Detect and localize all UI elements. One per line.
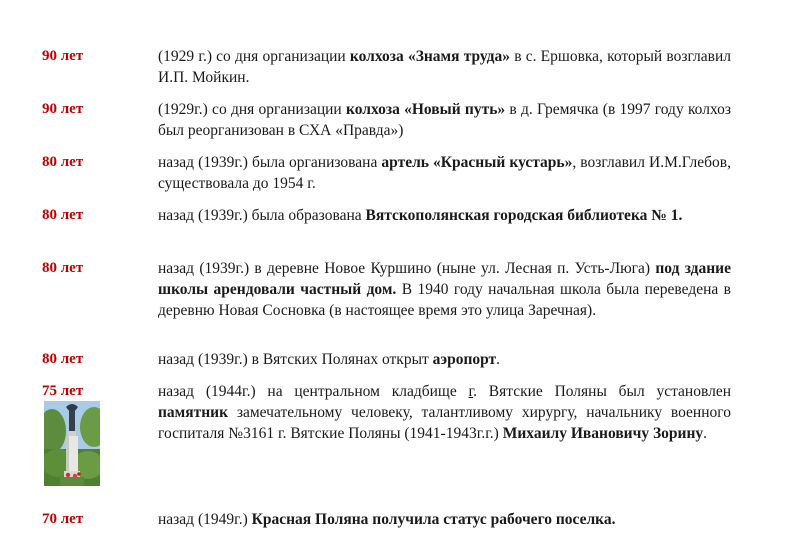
entry-years: 70 лет — [42, 511, 84, 527]
entry-text: (1929г.) со дня организации колхоза «Новый путь» в д. Гремячка (в 1997 году колхоз был реорганизован в СХА «Правда») — [158, 101, 731, 139]
entry-years: 90 лет — [42, 101, 84, 117]
entry-years: 80 лет — [42, 351, 84, 367]
entry-text: назад (1944г.) на центральном кладбище г. Вятские Поляны был установлен памятник замечательному человеку, талантливому хирургу, начальнику военного госпиталя №3161 г. Вятские Поляны (1941-1943г.г.) Михаилу Ивановичу Зорину. — [158, 383, 732, 442]
entry-years: 80 лет — [42, 207, 84, 223]
monument-photo — [44, 401, 100, 486]
entry-text: назад (1939г.) в Вятских Полянах открыт аэропорт. — [158, 351, 501, 368]
entry-years: 80 лет — [42, 154, 84, 170]
entry-text: назад (1939г.) была образована Вятскополянская городская библиотека № 1. — [158, 207, 683, 224]
entry-years: 90 лет — [42, 48, 84, 64]
entry-years: 75 лет — [42, 383, 84, 399]
entry-years: 80 лет — [42, 260, 84, 276]
entry-text: (1929 г.) со дня организации колхоза «Знамя труда» в с. Ершовка, который возглавил И.П. Мойкин. — [158, 48, 731, 86]
entry-text: назад (1939г.) в деревне Новое Куршино (ныне ул. Лесная п. Усть-Люга) под здание школы арендовали частный дом. В 1940 году начальная школа была переведена в деревню Новая Сосновка (в настоящее время это улица Заречная). — [158, 260, 731, 319]
entry-text: назад (1949г.) Красная Поляна получила статус рабочего поселка. — [158, 511, 616, 528]
entry-text: назад (1939г.) была организована артель «Красный кустарь», возглавил И.М.Глебов, существовала до 1954 г. — [158, 154, 731, 192]
monument-image-icon — [44, 401, 100, 486]
